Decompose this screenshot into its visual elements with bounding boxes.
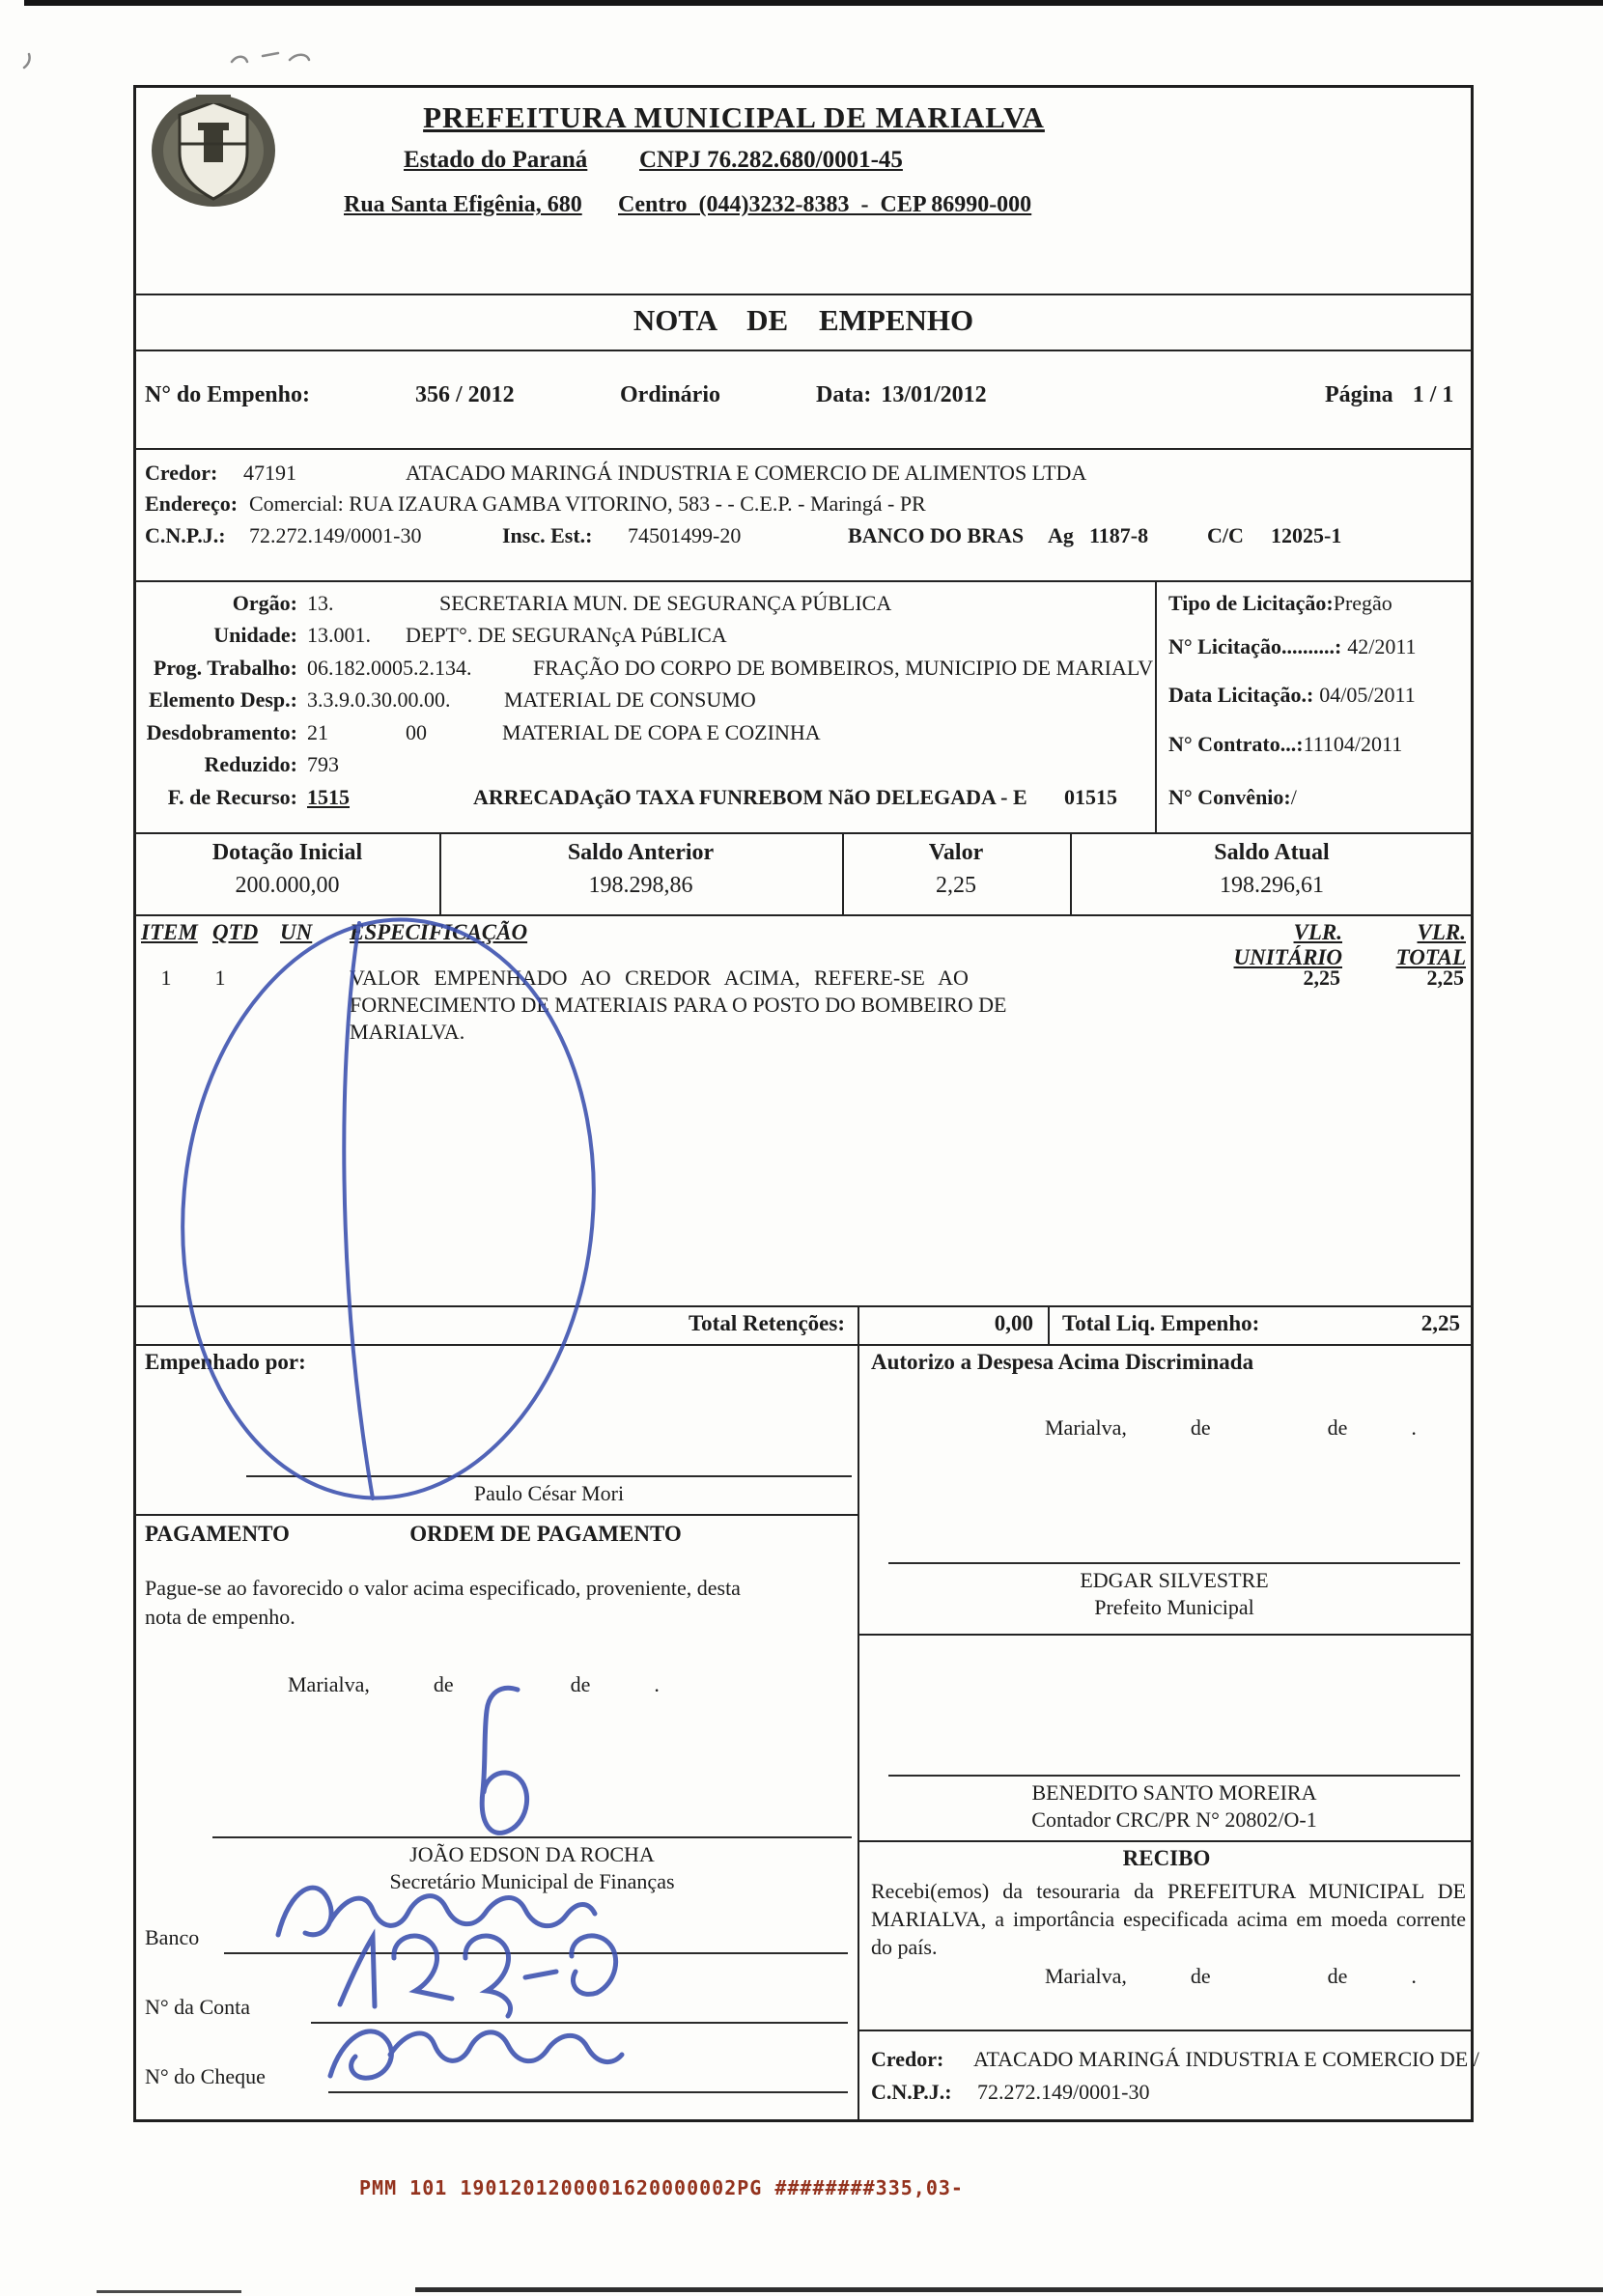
divider-line	[133, 1305, 1474, 1307]
fonte-recurso-label: F. de Recurso:	[167, 785, 297, 809]
fonte-recurso-code2: 01515	[1064, 785, 1117, 809]
numero-conta-linha	[311, 2022, 848, 2024]
convenio-value: /	[1290, 785, 1297, 809]
licitacao-tipo-label: Tipo de Licitação:	[1168, 591, 1334, 615]
pen-mark-top	[232, 53, 309, 62]
licitacao-numero	[1168, 634, 1417, 659]
divider-line	[133, 832, 1474, 834]
agencia-label: Ag	[1048, 523, 1074, 547]
banco-campo-label: Banco	[145, 1925, 200, 1949]
rodape-cnpj-label: C.N.P.J.:	[871, 2080, 952, 2104]
items-header-especificacao: ESPECIFICAÇÃO	[350, 920, 528, 944]
numero-cheque-label: N° do Cheque	[145, 2064, 266, 2088]
banco-name: BANCO DO BRAS	[848, 523, 1025, 547]
saldo-value-dotacao: 200.000,00	[235, 873, 340, 898]
credor-name: ATACADO MARINGÁ INDUSTRIA E COMERCIO DE ALIMENTOS LTDA	[406, 461, 1087, 485]
recibo-titulo: RECIBO	[1122, 1846, 1211, 1870]
pagamento-label: PAGAMENTO	[145, 1522, 290, 1546]
fonte-recurso-name: ARRECADAçãO TAXA FUNREBOM NãO DELEGADA - E	[473, 785, 1027, 809]
numero-cheque-linha	[328, 2091, 848, 2093]
header-address2: Centro (044)3232-8383 - CEP 86990-000	[618, 192, 1032, 217]
saldo-value-atual: 198.296,61	[1220, 873, 1324, 898]
empenho-type: Ordinário	[620, 382, 721, 407]
items-header-qtd: QTD	[212, 920, 259, 944]
saldo-header-atual: Saldo Atual	[1214, 840, 1330, 865]
ordem-pagamento-texto1: Pague-se ao favorecido o valor acima especificado, proveniente, desta	[145, 1576, 741, 1600]
signature-line	[888, 1562, 1460, 1564]
items-header-vlr-total: VLR. TOTAL	[1395, 920, 1466, 969]
licitacao-numero-value: 42/2011	[1347, 634, 1417, 658]
divider-line	[1155, 580, 1157, 832]
divider-line	[133, 914, 1474, 916]
items-header-un: UN	[280, 920, 313, 944]
doc-title: NOTA DE EMPENHO	[633, 303, 974, 337]
header-state: Estado do Paraná	[404, 147, 588, 173]
items-header-vlr-unitario: VLR. UNITÁRIO	[1233, 920, 1342, 969]
insc-label: Insc. Est.:	[502, 523, 593, 547]
divider-line	[858, 1305, 859, 2119]
rodape-credor-valor: ATACADO MARINGÁ INDUSTRIA E COMERCIO DE /	[973, 2047, 1479, 2071]
orgao-label: Orgão:	[232, 591, 297, 615]
orgao-name: SECRETARIA MUN. DE SEGURANÇA PÚBLICA	[439, 591, 892, 615]
licitacao-numero-label: N° Licitação..........:	[1168, 634, 1342, 658]
contrato-value: 11104/2011	[1303, 732, 1403, 756]
divider-line	[133, 294, 1474, 295]
rodape-cnpj-valor: 72.272.149/0001-30	[977, 2080, 1150, 2104]
autorizo-titulo: Autorizo a Despesa Acima Discriminada	[871, 1350, 1254, 1374]
empenhado-por-nome: Paulo César Mori	[473, 1481, 625, 1505]
credor-code: 47191	[243, 461, 296, 485]
empenhado-por-label: Empenhado por:	[145, 1350, 306, 1374]
fonte-recurso-code: 1515	[307, 785, 350, 809]
conta-corrente-value: 12025-1	[1271, 523, 1342, 547]
licitacao-data	[1168, 683, 1416, 708]
scan-artifact-bottom-left	[97, 2290, 241, 2293]
signature-line	[212, 1836, 852, 1838]
divider-line	[133, 1344, 1474, 1346]
item-espec-line1: VALOR EMPENHADO AO CREDOR ACIMA, REFERE-SE AO	[350, 966, 969, 990]
reduzido-code: 793	[307, 752, 339, 776]
prefeito-cargo: Prefeito Municipal	[1094, 1595, 1254, 1619]
licitacao-data-label: Data Licitação.:	[1168, 683, 1314, 707]
endereco-label: Endereço:	[145, 491, 239, 516]
pen-mark-left-edge	[24, 54, 30, 68]
saldo-header-valor: Valor	[928, 840, 984, 865]
elemento-desp-code: 3.3.9.0.30.00.00.	[307, 687, 451, 712]
desdobramento-name: MATERIAL DE COPA E COZINHA	[502, 720, 821, 744]
header-cnpj: CNPJ 76.282.680/0001-45	[639, 147, 903, 173]
divider-line	[133, 448, 1474, 450]
conta-corrente-label: C/C	[1207, 523, 1244, 547]
total-retencoes-value: 0,00	[994, 1311, 1033, 1335]
empenho-date-label: Data:	[816, 382, 872, 407]
signature-line	[888, 1775, 1460, 1777]
convenio	[1168, 785, 1297, 810]
divider-line	[1048, 1305, 1050, 1344]
elemento-desp-label: Elemento Desp.:	[149, 687, 297, 712]
licitacao-tipo-value: Pregão	[1333, 591, 1392, 615]
agencia-value: 1187-8	[1089, 523, 1149, 547]
empenho-date	[816, 382, 987, 408]
licitacao-tipo	[1168, 591, 1392, 616]
secretario-cargo: Secretário Municipal de Finanças	[389, 1869, 675, 1893]
divider-line	[859, 1840, 1474, 1842]
saldo-value-valor: 2,25	[936, 873, 976, 898]
orgao-code: 13.	[307, 591, 334, 615]
prog-trabalho-code: 06.182.0005.2.134.	[307, 656, 472, 680]
contrato-label: N° Contrato...:	[1168, 732, 1304, 756]
empenho-page-value: 1 / 1	[1412, 382, 1454, 407]
unidade-label: Unidade:	[213, 623, 297, 647]
data-por-extenso-direita2: Marialva, de de .	[1045, 1964, 1417, 1988]
ordem-pagamento-texto2: nota de empenho.	[145, 1605, 295, 1629]
divider-line	[133, 350, 1474, 351]
header-title: PREFEITURA MUNICIPAL DE MARIALVA	[423, 100, 1045, 134]
total-liq-label: Total Liq. Empenho:	[1062, 1311, 1260, 1335]
unidade-name: DEPT°. DE SEGURANçA PúBLICA	[406, 623, 727, 647]
item-espec-line3: MARIALVA.	[350, 1020, 465, 1044]
credor-label: Credor:	[145, 461, 218, 485]
total-liq-value: 2,25	[1420, 1311, 1460, 1335]
scan-artifact-bottom	[415, 2287, 1603, 2292]
contador-nome: BENEDITO SANTO MOREIRA	[1031, 1780, 1317, 1805]
ordem-pagamento-titulo: ORDEM DE PAGAMENTO	[409, 1522, 682, 1546]
saldo-value-anterior: 198.298,86	[588, 873, 693, 898]
banco-campo-linha	[224, 1952, 848, 1954]
items-header-item: ITEM	[141, 920, 198, 944]
insc-value: 74501499-20	[628, 523, 742, 547]
endereco-value: Comercial: RUA IZAURA GAMBA VITORINO, 583 - - C.E.P. - Maringá - PR	[249, 491, 926, 516]
municipal-crest-logo	[145, 91, 282, 212]
divider-line	[133, 1514, 859, 1516]
recibo-texto: Recebi(emos) da tesouraria da PREFEITURA MUNICIPAL DE MARIALVA, a importância especificada acima em moeda corrente do país.	[871, 1879, 1466, 1959]
desdobramento-label: Desdobramento:	[146, 720, 297, 744]
divider-line	[133, 580, 1474, 582]
divider-line	[859, 1634, 1474, 1636]
desdobramento-code2: 00	[406, 720, 427, 744]
divider-line	[859, 2030, 1474, 2031]
empenho-page	[1325, 382, 1453, 408]
empenho-number-value: 356 / 2012	[415, 382, 515, 407]
data-por-extenso-esquerda: Marialva, de de .	[288, 1672, 660, 1696]
numero-conta-label: N° da Conta	[145, 1995, 251, 2019]
unidade-code: 13.001.	[307, 623, 371, 647]
rodape-credor-label: Credor:	[871, 2047, 944, 2071]
dot-matrix-print-line: PMM 101 1901201200001620000002PG ########335,03-	[359, 2176, 964, 2199]
item-vlr-total: 2,25	[1426, 966, 1464, 990]
cnpj-value: 72.272.149/0001-30	[249, 523, 422, 547]
secretario-nome: JOÃO EDSON DA ROCHA	[409, 1842, 655, 1866]
cnpj-label: C.N.P.J.:	[145, 523, 226, 547]
prog-trabalho-name: FRAÇÃO DO CORPO DE BOMBEIROS, MUNICIPIO DE MARIALV	[533, 656, 1154, 680]
licitacao-data-value: 04/05/2011	[1319, 683, 1416, 707]
data-por-extenso-direita1: Marialva, de de .	[1045, 1415, 1417, 1440]
empenho-date-value: 13/01/2012	[881, 382, 987, 407]
item-vlr-unitario: 2,25	[1303, 966, 1340, 990]
saldo-header-dotacao: Dotação Inicial	[211, 840, 363, 865]
total-retencoes-label: Total Retenções:	[688, 1311, 845, 1335]
signature-line	[246, 1475, 852, 1477]
prefeito-nome: EDGAR SILVESTRE	[1080, 1568, 1269, 1592]
item-number: 1	[160, 966, 172, 990]
contador-cargo: Contador CRC/PR N° 20802/O-1	[1031, 1807, 1317, 1832]
elemento-desp-name: MATERIAL DE CONSUMO	[504, 687, 756, 712]
prog-trabalho-label: Prog. Trabalho:	[153, 656, 297, 680]
item-espec-line2: FORNECIMENTO DE MATERIAIS PARA O POSTO DO BOMBEIRO DE	[350, 993, 1007, 1017]
contrato	[1168, 732, 1402, 757]
empenho-page-label: Página	[1325, 382, 1393, 407]
header-address: Rua Santa Efigênia, 680	[344, 192, 582, 217]
scan-artifact-top	[24, 0, 1603, 6]
saldo-header-anterior: Saldo Anterior	[567, 840, 715, 865]
convenio-label: N° Convênio:	[1168, 785, 1291, 809]
desdobramento-code: 21	[307, 720, 328, 744]
reduzido-label: Reduzido:	[204, 752, 297, 776]
item-qtd: 1	[214, 966, 226, 990]
empenho-number-label: N° do Empenho:	[145, 382, 310, 407]
